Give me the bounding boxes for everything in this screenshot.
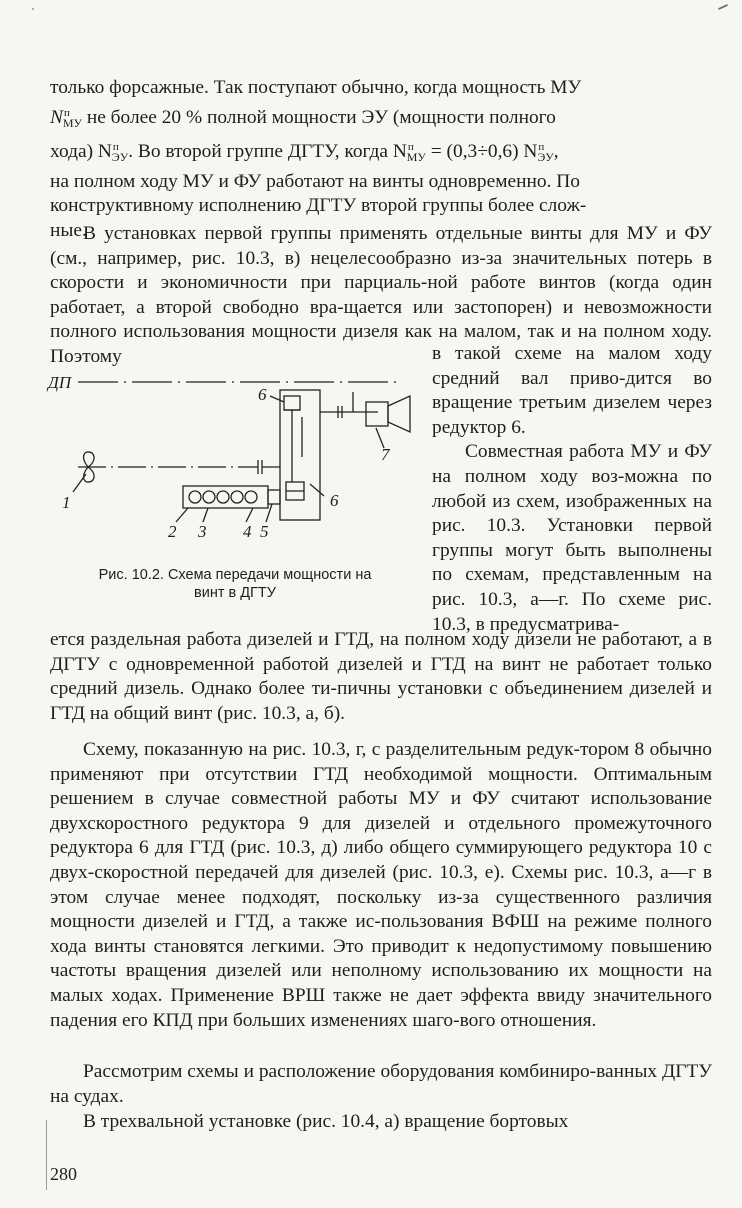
paragraph-5 [50,1060,712,1109]
leader-1 [73,474,86,492]
binding-mark [46,1120,47,1190]
scan-mark [718,4,728,10]
label-7: 7 [381,445,390,464]
p1-line-1: только форсажные. Так поступают обычно, когда мощность МУ [50,77,582,98]
leader-3 [203,508,208,522]
p1-line-5: конструктивному исполнению ДГТУ второй группы более слож- [50,195,587,217]
caption-line-1: Рис. 10.2. Схема передачи мощности на [98,567,372,583]
scan-speck [32,8,34,10]
sub: ЭУ [111,150,129,165]
label-3: 3 [198,522,207,541]
leader-6a [270,396,284,402]
symbol-n: N [50,106,63,128]
label-2: 2 [168,522,177,541]
caption-line-2: винт в ДГТУ [194,585,276,601]
cylinder [217,491,229,503]
page-number: 280 [50,1164,77,1184]
sub: ЭУ [537,150,554,165]
cylinder [245,491,257,503]
label-6-bottom: 6 [330,491,339,510]
text: хода) N [50,141,112,163]
cylinder [189,491,201,503]
p2-text: В установках первой группы применять отдельные винты для МУ и ФУ (см., например, рис. 10.3, в) нецелесообразно из-за значительных потерь в скорости и экономичности при парциаль-ной работе винтов (когда один работает, а второй свободно вра-щается или застопорен) и невозможности полного использования мощности дизеля как на малом, так и на полном ходу. Поэтому [50,223,712,367]
sup: п [538,141,545,154]
p2-continuation: в такой схеме на малом ходу средний вал приво-дится во вращение третьим дизелем через редуктор 6. [432,343,712,438]
p5-text: Рассмотрим схемы и расположение оборудования комбиниро-ванных ДГТУ на судах. [50,1061,712,1107]
text: = (0,3÷0,6) N [425,141,538,163]
sup: п [112,141,119,154]
clutch-5 [268,490,280,504]
paragraph-2 [50,222,712,367]
paragraph-4 [50,738,712,1033]
p4-text: Схему, показанную на рис. 10.3, г, с разделительным редук-тором 8 обычно применяют при отсутствии ГТД необходимой мощности. Оптимальным решением в случае совместной работы МУ и ФУ считают использование двухскоростного редуктора 9 для дизелей и отдельного промежуточного редуктора 6 для ГТД (рис. 10.3, д) либо общего суммирующего редуктора 10 с двух-скоростной передачей для дизелей (рис. 10.3, е). Схемы рис. 10.3, а—г в этом случае менее подходят, поскольку из-за существенного различия мощности дизелей и ГТД, а также ис-пользования ВФШ на режиме полного хода винты становятся легкими. Это приводит к недопустимому повышению частоты вращения дизелей или неполному использованию их мощности на малых ходах. Применение ВРШ также не дает эффекта ввиду значительного падения его КПД при больших изменениях шаго-вого отношения. [50,739,712,1031]
p1-line-3 [50,135,712,170]
p1-line-6: ные. [50,219,87,241]
paragraph-6 [50,1110,712,1135]
p1-line-2 [50,101,712,136]
figure-10-2-diagram [48,362,426,562]
leader-5 [266,504,272,522]
label-1: 1 [62,493,71,512]
p3-wrap-text: Совместная работа МУ и ФУ на полном ходу воз-можна по любой из схем, изображенных на рис. 10.3. Установки первой группы могут быть выполнены по схемам, представленным на рис. 10.3, а—г. По схеме рис. 10.3, в предусматрива- [432,441,712,635]
text: , [553,141,559,163]
sup: п [63,106,70,119]
leader-6b [310,484,324,496]
cylinder [231,491,243,503]
figure-caption [50,566,420,602]
label-6-top: 6 [258,385,267,404]
turbine-exhaust [388,396,410,432]
diesel-engine [183,486,268,508]
sub: МУ [406,150,426,165]
cylinder [203,491,215,503]
turbine-body [366,402,388,426]
p1-line-4: на полном ходу МУ и ФУ работают на винты одновременно. По [50,170,580,192]
label-5: 5 [260,522,269,541]
wrap-column [432,342,712,637]
p6-text: В трехвальной установке (рис. 10.4, а) вращение бортовых [83,1111,569,1132]
gear-top [284,396,300,410]
label-4: 4 [243,522,252,541]
sup: п [407,141,414,154]
p3-wrap [432,440,712,637]
sub: МУ [62,115,82,130]
leader-2 [176,508,188,522]
paragraph-1 [50,76,712,244]
paragraph-3-continuation: ется раздельная работа дизелей и ГТД, на полном ходу дизели не работают, а в ДГТУ с одновременной работой дизелей и ГТД на винт не работает только средний дизель. Однако более ти-пичны установки с объединением дизелей и ГТД на общий винт (рис. 10.3, а, б). [50,629,712,724]
text: не более 20 % полной мощности ЭУ (мощности полного [82,106,556,128]
label-dp: ДП [48,373,72,392]
text: . Во второй группе ДГТУ, когда N [128,141,407,163]
leader-4 [246,508,253,522]
